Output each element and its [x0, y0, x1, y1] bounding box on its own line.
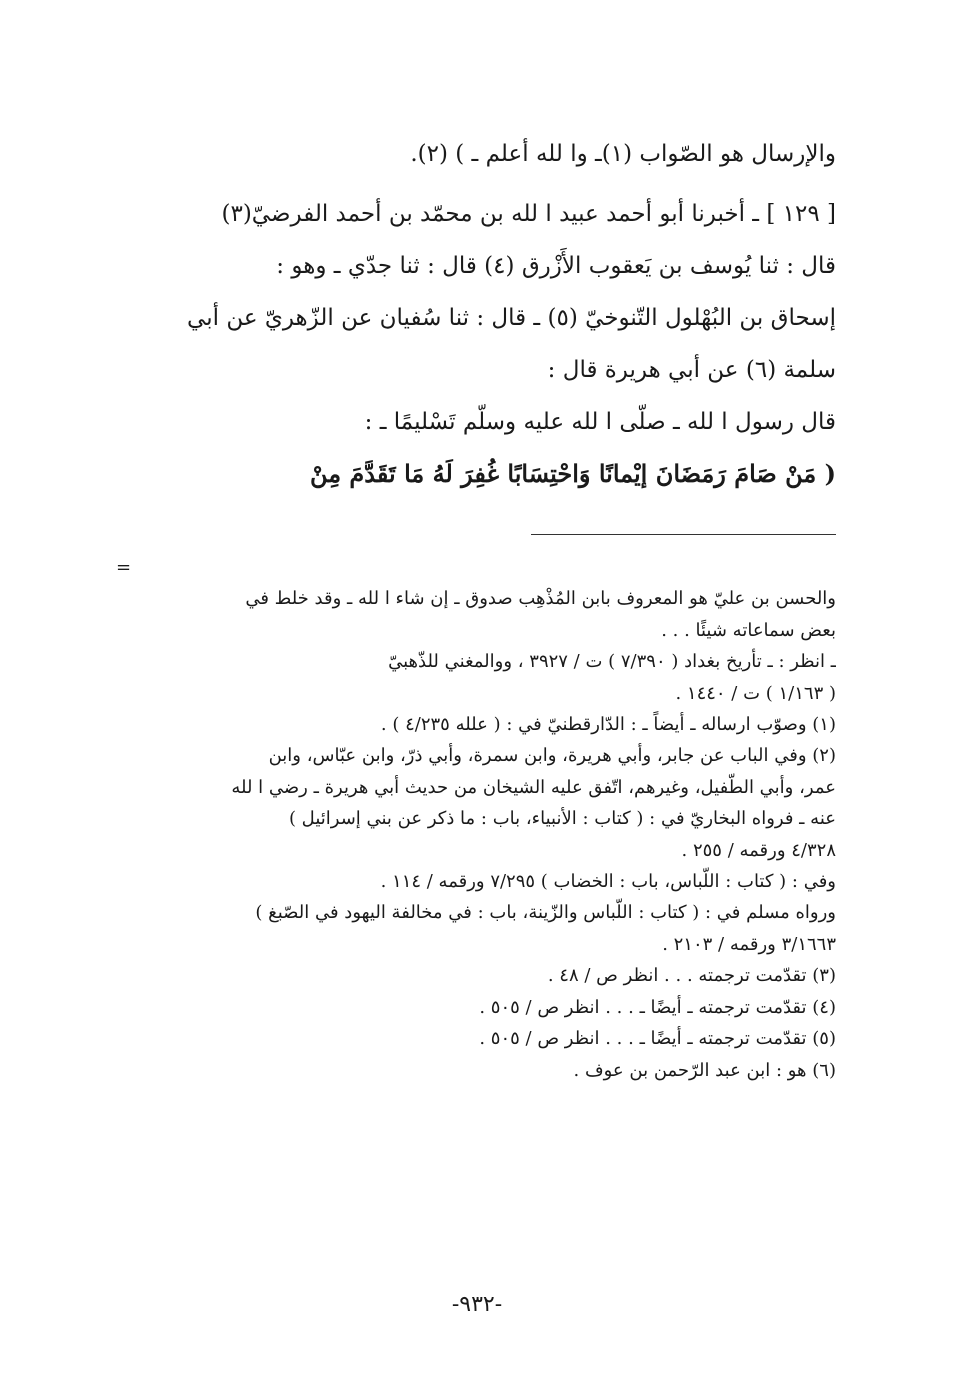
hadith-number-line: [ ١٢٩ ] ـ أخبرنا أبو أحمد عبيد ا لله بن محمّد بن أحمد الفرضيّ(٣) — [221, 201, 836, 227]
hadith-text: ( مَنْ صَامَ رَمَضَانَ إيْمانًا وَاحْتِسَابًا غُفِرَ لَهُ مَا تَقَدَّمَ مِنْ — [309, 459, 836, 488]
footnote-continuation-1: والحسن بن عليّ هو المعروف بابن المُذْهِب صدوق ـ إن شاء ا لله ـ وقد خلط في — [245, 588, 836, 610]
footnote-3: (٣) تقدّمت ترجمته . . . انظر ص / ٤٨ . — [547, 965, 836, 987]
main-line-4: إسحاق بن البُهْلول التّنوخيّ (٥) ـ قال : ثنا سُفيان عن الزّهريّ عن أبي — [187, 305, 836, 331]
footnote-2-line-5: وفي : ( كتاب : اللّباس، باب : الخضاب ) ٧/٢٩٥ ورقمه / ١١٤ . — [380, 871, 836, 893]
footnote-2-line-2: عمر، وأبي الطّفيل، وغيرهم، اتّفق عليه الشيخان من حديث أبي هريرة ـ رضي ا لله — [231, 776, 836, 798]
main-text — [116, 128, 836, 500]
footnote-5: (٥) تقدّمت ترجمته ـ أيضًا ـ . . . انظر ص / ٥٠٥ . — [479, 1028, 836, 1050]
footnote-6: (٦) هو : ابن عبد الرّحمن بن عوف . — [573, 1059, 836, 1081]
footnote-2-line-4: ٤/٣٢٨ ورقمه / ٢٥٥ . — [681, 839, 836, 861]
footnote-1: (١) وصوّب ارساله ـ أيضاً ـ : الدّارقطنيّ في : ( علله ٤/٢٣٥ ) . — [380, 714, 836, 736]
footnote-continuation-4: ( ١/١٦٣ ) ت / ١٤٤٠ . — [675, 682, 836, 704]
footnote-2-line-1: (٢) وفي الباب عن جابر، وأبي هريرة، وابن سمرة، وأبي ذرّ، وابن عبّاس، وابن — [268, 745, 836, 767]
main-line-1: والإرسال هو الصّواب (١)ـ وا لله أعلم ـ ) (٢). — [410, 141, 836, 167]
main-line-5: سلمة (٦) عن أبي هريرة قال : — [547, 357, 836, 383]
footnote-divider — [531, 534, 836, 535]
footnote-continuation-3: ـ انظر : ـ تأريخ بغداد ( ٧/٣٩٠ ) ت / ٣٩٢٧ ، ووالمغني للذّهبيّ — [388, 651, 836, 673]
page-number: -٩٣٢- — [451, 1292, 503, 1317]
main-line-3: قال : ثنا يُوسف بن يَعقوب الأَزْرق (٤) قال : ثنا جدّي ـ وهو : — [276, 253, 836, 279]
main-line-6: قال رسول ا لله ـ صلّى ا لله عليه وسلّم تَسْليمًا ـ : — [364, 409, 836, 435]
footnote-2-line-6: ورواه مسلم في : ( كتاب : اللّباس والزّينة، باب : في مخالفة اليهود في الصّبغ ) — [255, 902, 836, 924]
footnote-2-line-7: ٣/١٦٦٣ ورقمه / ٢١٠٣ . — [662, 933, 836, 955]
footnote-continuation-2: بعض سماعاته شيئًا . . . — [661, 619, 836, 641]
continuation-marker: = — [116, 557, 132, 578]
footnote-4: (٤) تقدّمت ترجمته ـ أيضًا ـ . . . انظر ص / ٥٠٥ . — [479, 996, 836, 1018]
footnotes — [116, 552, 836, 1086]
footnote-2-line-3: عنه ـ فرواه البخاريّ في : ( كتاب : الأنبياء، باب : ما ذكر عن بني إسرائيل ) — [288, 808, 836, 830]
